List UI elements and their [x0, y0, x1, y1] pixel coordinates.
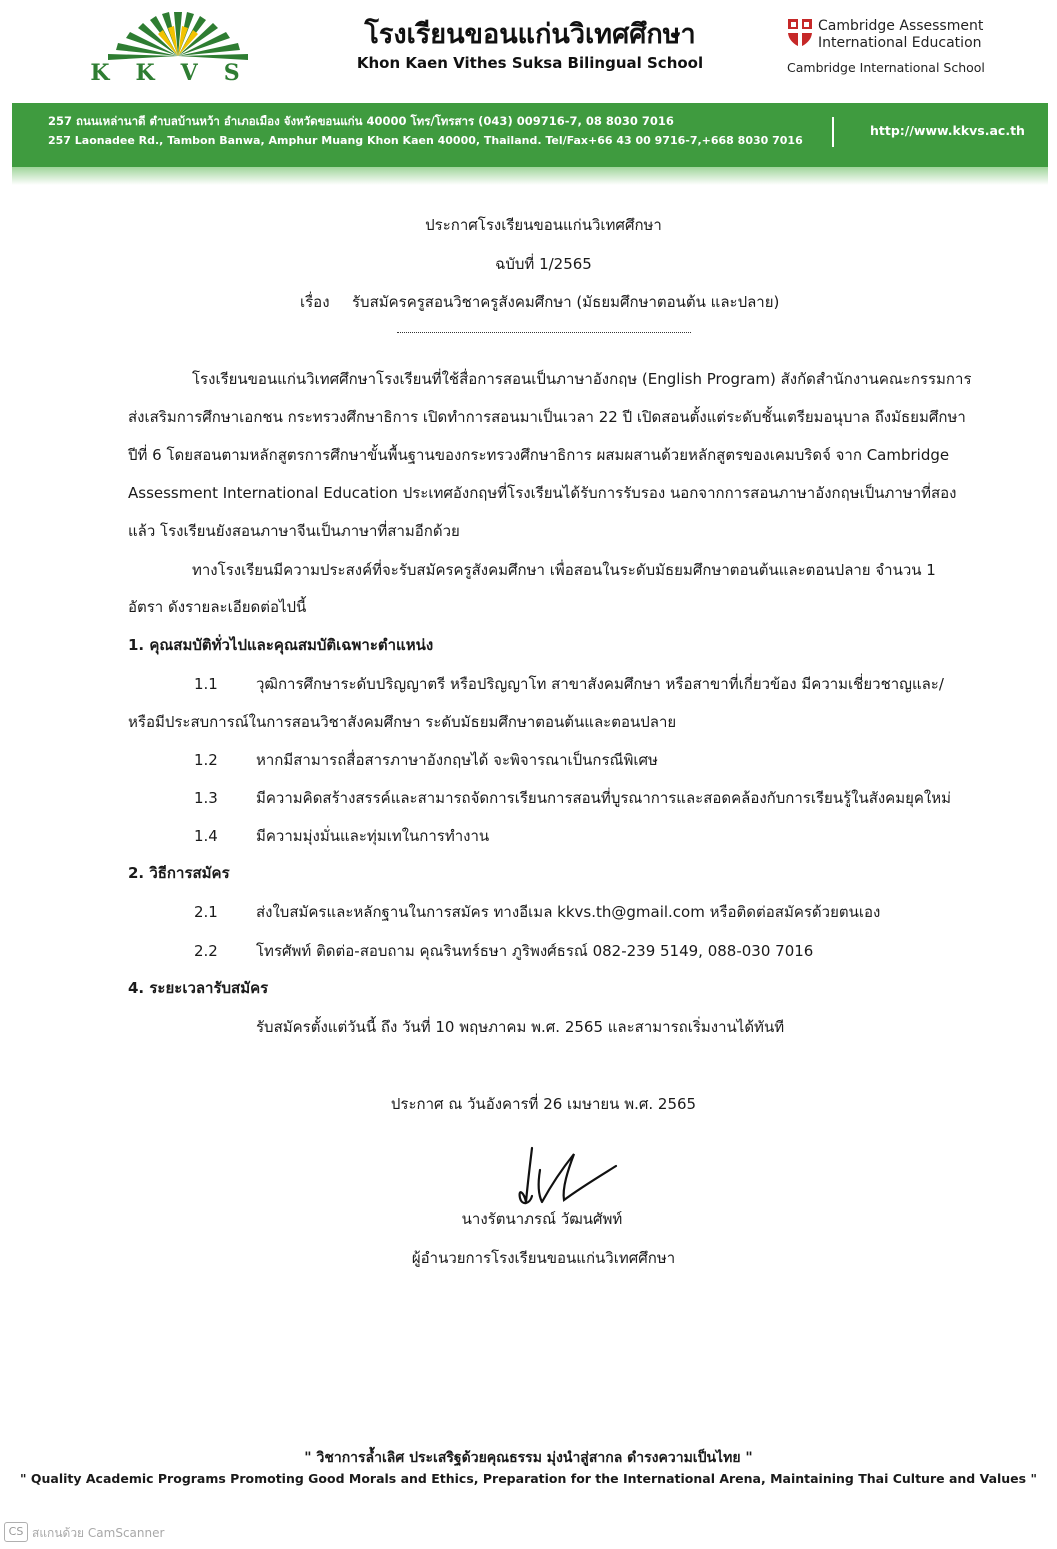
intro-line: ทางโรงเรียนมีความประสงค์ที่จะรับสมัครครูสังคมศึกษา เพื่อสอนในระดับมัธยมศึกษาตอนต้นและตอนปลาย จำนวน 1: [192, 561, 936, 579]
cambridge-name-line1: Cambridge Assessment: [818, 18, 984, 34]
website-link[interactable]: http://www.kkvs.ac.th: [870, 123, 1025, 138]
item-text: มีความคิดสร้างสรรค์และสามารถจัดการเรียนการสอนที่บูรณาการและสอดคล้องกับการเรียนรู้ในสังคมยุคใหม่: [256, 789, 952, 807]
signer-name: นางรัตนาภรณ์ วัฒนศัพท์: [461, 1210, 623, 1228]
item-number: 2.2: [194, 942, 218, 960]
camscanner-watermark: สแกนด้วย CamScanner: [32, 1526, 165, 1540]
intro-line: ปีที่ 6 โดยสอนตามหลักสูตรการศึกษาขั้นพื้นฐานของกระทรวงศึกษาธิการ ผสมผสานด้วยหลักสูตรของเคมบริดจ์ จาก Cambridge: [128, 446, 950, 464]
motto-english: " Quality Academic Programs Promoting Good Morals and Ethics, Preparation for the International Arena, Maintaining Thai Culture and Values ": [20, 1471, 1037, 1486]
intro-line: แล้ว โรงเรียนยังสอนภาษาจีนเป็นภาษาที่สามอีกด้วย: [128, 522, 460, 540]
motto-thai: " วิชาการล้ำเลิศ ประเสริฐด้วยคุณธรรม มุ่งนำสู่สากล ดำรงความเป็นไทย ": [304, 1450, 753, 1466]
address-thai: 257 ถนนเหล่านาดี ตำบลบ้านหว้า อำเภอเมือง จังหวัดขอนแก่น 40000 โทร/โทรสาร (043) 009716-7, 08 8030 7016: [48, 114, 674, 128]
subject-text: รับสมัครครูสอนวิชาครูสังคมศึกษา (มัธยมศึกษาตอนต้น และปลาย): [352, 293, 780, 311]
application-period-text: รับสมัครตั้งแต่วันนี้ ถึง วันที่ 10 พฤษภาคม พ.ศ. 2565 และสามารถเริ่มงานได้ทันที: [256, 1018, 785, 1036]
school-name-thai: โรงเรียนขอนแก่นวิเทศศึกษา: [364, 19, 696, 50]
item-number: 1.1: [194, 675, 218, 693]
item-text: โทรศัพท์ ติดต่อ-สอบถาม คุณรินทร์ธษา ภูริพงศ์ธรณ์ 082-239 5149, 088-030 7016: [256, 942, 814, 960]
camscanner-badge-icon: CS: [4, 1522, 28, 1542]
school-name-english: Khon Kaen Vithes Suksa Bilingual School: [356, 54, 704, 72]
announcement-date: ประกาศ ณ วันอังคารที่ 26 เมษายน พ.ศ. 2565: [390, 1095, 697, 1113]
cambridge-shield-icon: [787, 18, 813, 48]
cambridge-school-label: Cambridge International School: [787, 60, 985, 75]
intro-line: Assessment International Education ประเทศอังกฤษที่โรงเรียนได้รับการรับรอง นอกจากการสอนภาษาอังกฤษเป็นภาษาที่สอง: [128, 484, 957, 502]
item-text-continued: หรือมีประสบการณ์ในการสอนวิชาสังคมศึกษา ระดับมัธยมศึกษาตอนต้นและตอนปลาย: [128, 713, 677, 731]
subject-label: เรื่อง: [300, 293, 330, 311]
item-text: วุฒิการศึกษาระดับปริญญาตรี หรือปริญญาโท สาขาสังคมศึกษา หรือสาขาที่เกี่ยวข้อง มีความเชี่ยวชาญและ/: [256, 675, 944, 693]
item-number: 2.1: [194, 903, 218, 921]
dotted-separator: [397, 332, 691, 333]
logo-text: KKVS: [90, 60, 266, 86]
item-number: 1.3: [194, 789, 218, 807]
item-text: หากมีสามารถสื่อสารภาษาอังกฤษได้ จะพิจารณาเป็นกรณีพิเศษ: [256, 751, 658, 769]
signature-icon: [510, 1140, 630, 1210]
section1-heading: 1. คุณสมบัติทั่วไปและคุณสมบัติเฉพาะตำแหน่ง: [128, 636, 434, 654]
section4-heading: 4. ระยะเวลารับสมัคร: [128, 979, 269, 997]
item-text: ส่งใบสมัครและหลักฐานในการสมัคร ทางอีเมล kkvs.th@gmail.com หรือติดต่อสมัครด้วยตนเอง: [256, 903, 881, 921]
item-number: 1.4: [194, 827, 218, 845]
band-divider: [832, 117, 834, 147]
announcement-number: ฉบับที่ 1/2565: [495, 255, 592, 273]
address-english: 257 Laonadee Rd., Tambon Banwa, Amphur Muang Khon Kaen 40000, Thailand. Tel/Fax+66 43 00 9716-7,+668 8030 7016: [48, 134, 803, 147]
intro-line: โรงเรียนขอนแก่นวิเทศศึกษาโรงเรียนที่ใช้สื่อการสอนเป็นภาษาอังกฤษ (English Program) สังกัดสำนักงานคณะกรรมการ: [192, 370, 972, 388]
intro-line: ส่งเสริมการศึกษาเอกชน กระทรวงศึกษาธิการ เปิดทำการสอนมาเป็นเวลา 22 ปี เปิดสอนตั้งแต่ระดับชั้นเตรียมอนุบาล ถึงมัธยมศึกษา: [128, 408, 966, 426]
intro-line: อัตรา ดังรายละเอียดต่อไปนี้: [128, 598, 307, 616]
signer-title: ผู้อำนวยการโรงเรียนขอนแก่นวิเทศศึกษา: [411, 1249, 676, 1267]
section2-heading: 2. วิธีการสมัคร: [128, 864, 230, 882]
address-band-shadow: [12, 167, 1048, 185]
announcement-title: ประกาศโรงเรียนขอนแก่นวิเทศศึกษา: [425, 216, 662, 234]
cambridge-name-line2: International Education: [818, 35, 982, 51]
item-number: 1.2: [194, 751, 218, 769]
logo-rays-icon: [108, 12, 248, 60]
item-text: มีความมุ่งมั่นและทุ่มเทในการทำงาน: [256, 827, 490, 845]
